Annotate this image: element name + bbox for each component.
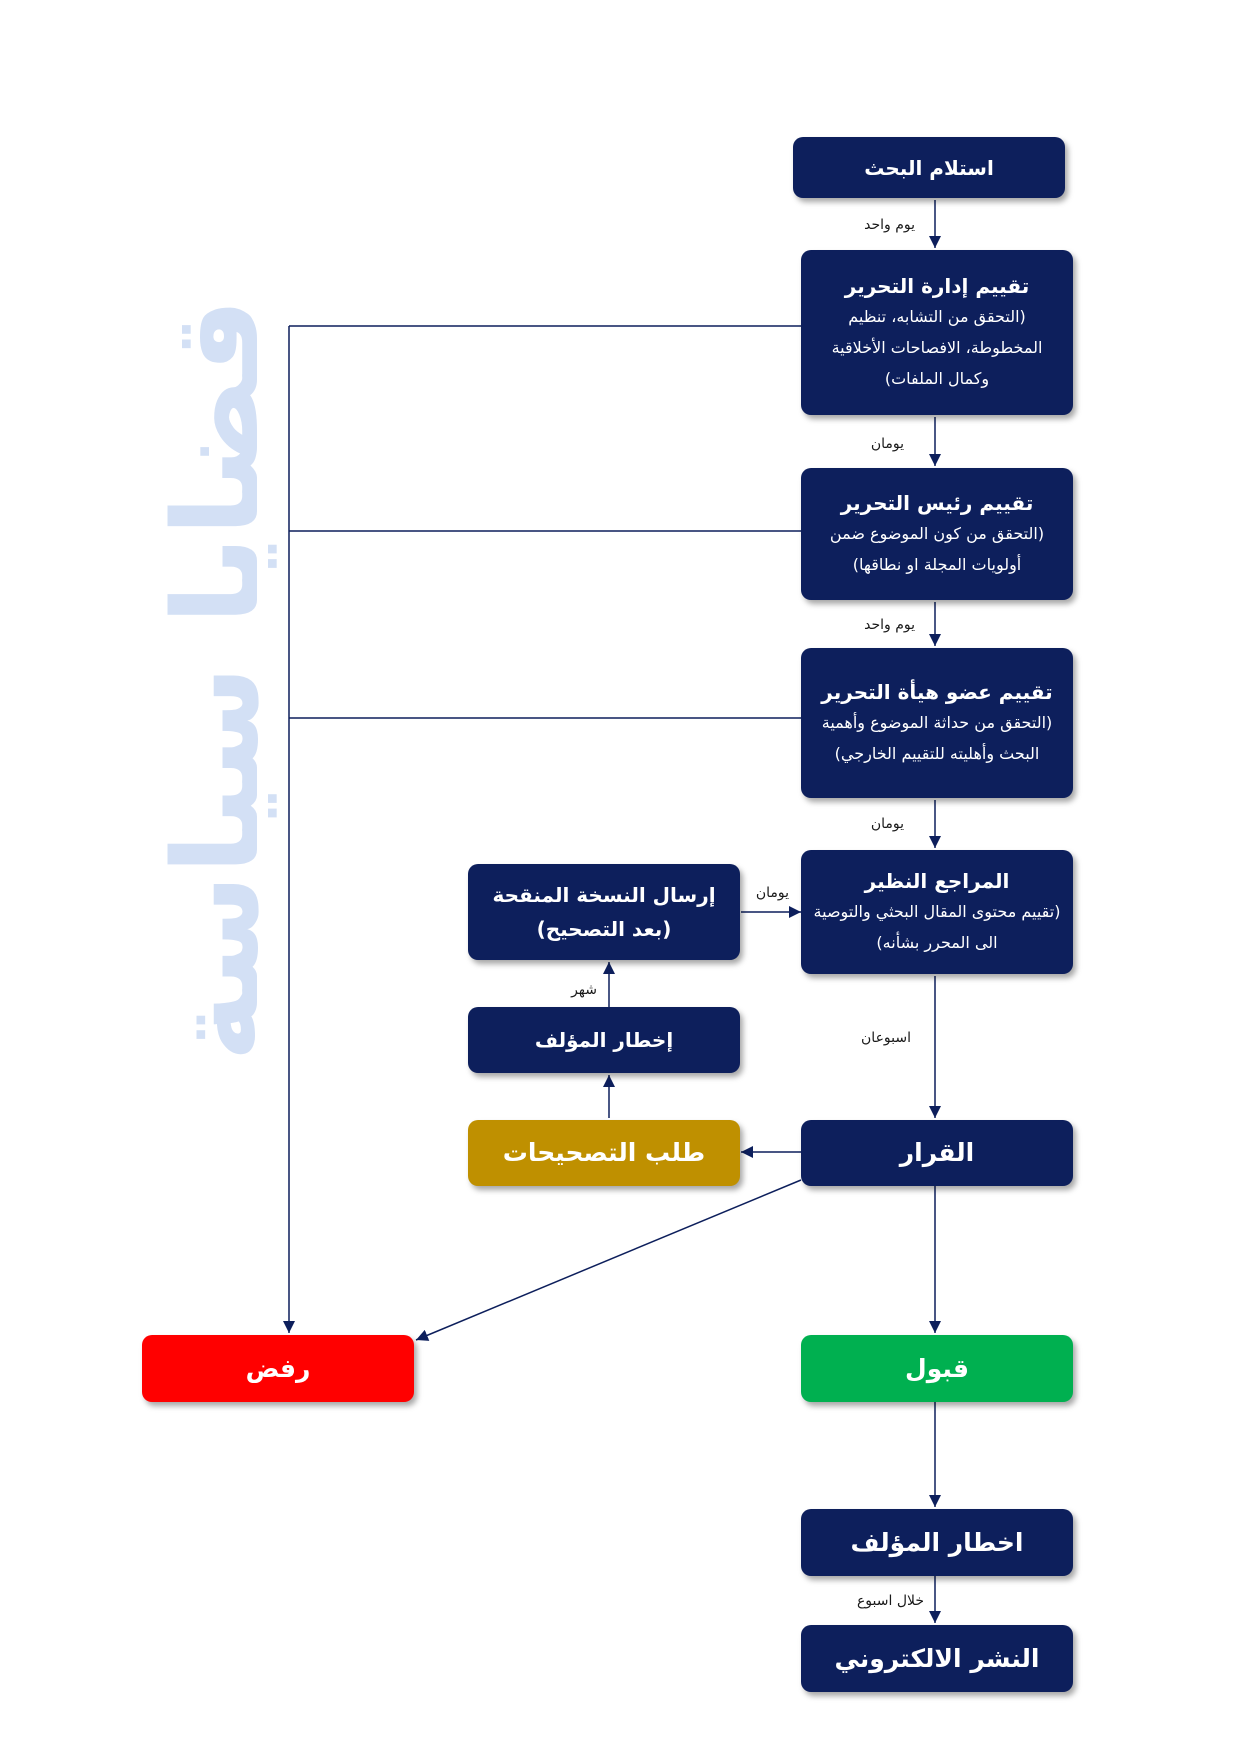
node-reject — [142, 1335, 414, 1402]
edge-label-chief-to-member: يوم واحد — [864, 617, 915, 633]
node-title: رفض — [245, 1353, 311, 1383]
node-title: المراجع النظير — [864, 869, 1010, 893]
journal-watermark: قضايا سياسة — [147, 298, 285, 1062]
edge-label-revised-to-review: يومان — [755, 885, 789, 901]
node-editor-in-chief-evaluation — [801, 468, 1073, 600]
node-title: إخطار المؤلف — [534, 1028, 674, 1052]
node-subtitle: (التحقق من كون الموضوع ضمن أولويات المجلة او نطاقها) — [829, 524, 1045, 574]
edge-label-notify-to-publish: خلال اسبوع — [856, 1593, 924, 1609]
node-peer-review — [801, 850, 1073, 974]
node-request-corrections — [468, 1120, 740, 1186]
node-editorial-management-evaluation — [801, 250, 1073, 415]
node-notify-author-final — [801, 1509, 1073, 1576]
node-title: قبول — [905, 1353, 969, 1383]
node-send-revised-version — [468, 864, 740, 960]
node-title: القرار — [899, 1138, 975, 1167]
node-title: النشر الالكتروني — [834, 1643, 1040, 1673]
node-decision — [801, 1120, 1073, 1186]
node-subtitle: (تقييم محتوى المقال البحثي والتوصية الى المحرر بشأنه) — [813, 902, 1061, 952]
node-title: طلب التصحيحات — [502, 1138, 706, 1167]
node-notify-author-revision — [468, 1007, 740, 1073]
arrow-decision-to-reject — [416, 1180, 801, 1340]
edge-label-receive-to-mgmt: يوم واحد — [864, 217, 915, 233]
node-title: تقييم رئيس التحرير — [840, 491, 1034, 515]
node-subtitle: (التحقق من حداثة الموضوع وأهمية البحث وأهليته للتقييم الخارجي) — [821, 713, 1053, 763]
node-title: استلام البحث — [864, 155, 994, 180]
edge-label-review-to-decision: اسبوعان — [861, 1030, 911, 1046]
node-accept — [801, 1335, 1073, 1402]
node-title: تقييم عضو هيأة التحرير — [821, 680, 1053, 704]
node-receive-paper — [793, 137, 1065, 198]
node-electronic-publishing — [801, 1625, 1073, 1692]
node-title: تقييم إدارة التحرير — [844, 274, 1030, 298]
node-title: اخطار المؤلف — [850, 1527, 1024, 1557]
node-subtitle: (التحقق من التشابه، تنظيم المخطوطة، الافصاحات الأخلاقية وكمال الملفات) — [831, 307, 1043, 388]
node-board-member-evaluation — [801, 648, 1073, 798]
edge-label-member-to-review: يومان — [870, 816, 904, 832]
edge-label-mgmt-to-chief: يومان — [870, 436, 904, 452]
edge-label-notify-to-revised: شهر — [571, 982, 597, 998]
node-title: إرسال النسخة المنقحة (بعد التصحيح) — [492, 883, 716, 941]
